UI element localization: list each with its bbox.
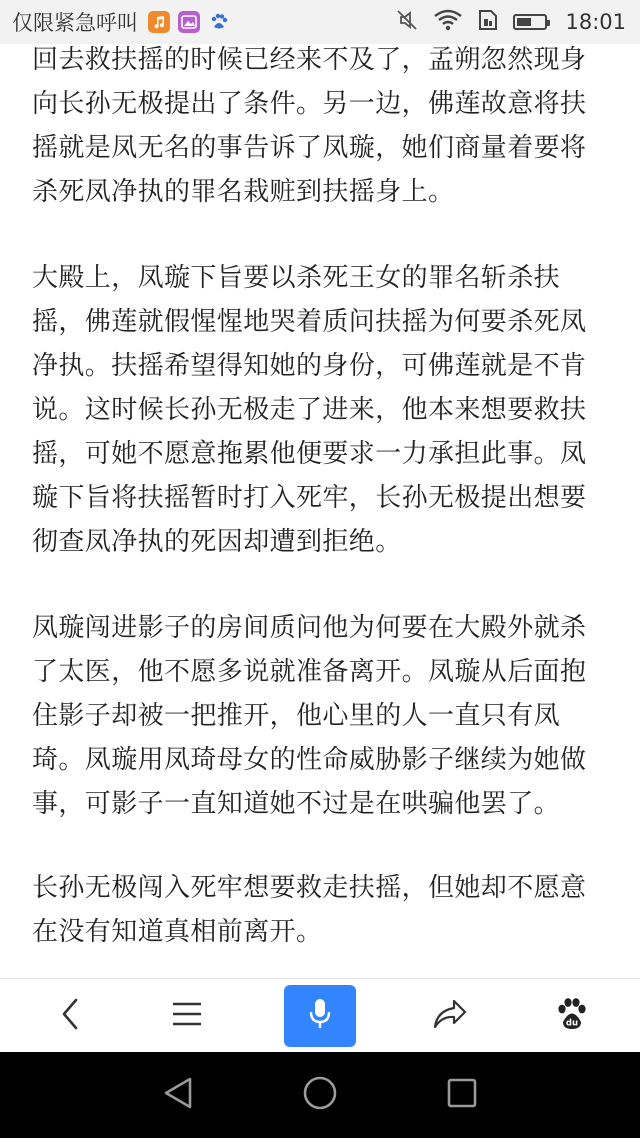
baidu-logo-text: du — [565, 1018, 579, 1029]
back-icon — [56, 996, 86, 1036]
nav-recents-button[interactable] — [417, 1052, 507, 1138]
carrier-text: 仅限紧急呼叫 — [12, 11, 138, 35]
baidu-home-button[interactable] — [532, 979, 612, 1053]
article-content — [0, 44, 640, 978]
music-app-icon — [148, 11, 170, 33]
baidu-paw-icon — [555, 997, 589, 1035]
system-navigation-bar — [0, 1052, 640, 1138]
gallery-app-icon — [178, 11, 200, 33]
battery-icon — [513, 14, 547, 30]
article-paragraph: 回去救扶摇的时候已经来不及了，孟朔忽然现身向长孙无极提出了条件。另一边，佛莲故意将扶摇就是凤无名的事告诉了凤璇，她们商量着要将杀死凤净执的罪名栽赃到扶摇身上。 — [32, 45, 587, 207]
mute-icon — [395, 8, 419, 36]
article-paragraph: 大殿上，凤璇下旨要以杀死王女的罪名斩杀扶摇，佛莲就假惺惺地哭着质问扶摇为何要杀死凤净执。扶摇希望得知她的身份，可佛莲就是不肯说。这时候长孙无极走了进来，他本来想要救扶摇，可她不愿意拖累他便要求一力承担此事。凤璇下旨将扶摇暂时打入死牢，长孙无极提出想要彻查凤净执的死因却遭到拒绝。 — [32, 263, 587, 557]
article-paragraph: 长孙无极闯入死牢想要救走扶摇，但她却不愿意在没有知道真相前离开。 — [32, 873, 587, 947]
sim-data-icon — [477, 8, 499, 36]
nav-home-button[interactable] — [275, 1052, 365, 1138]
clock: 18:01 — [565, 10, 626, 34]
menu-icon — [171, 999, 203, 1033]
nav-recents-icon — [446, 1077, 478, 1113]
browser-toolbar — [0, 978, 640, 1052]
notification-app-icons — [148, 11, 230, 33]
article-paragraph: 凤璇闯进影子的房间质问他为何要在大殿外就杀了太医，他不愿多说就准备离开。凤璇从后面抱住影子却被一把推开，他心里的人一直只有凤琦。凤璇用凤琦母女的性命威胁影子继续为她做事，可影子一直知道她不过是在哄骗他罢了。 — [32, 613, 587, 819]
menu-button[interactable] — [147, 979, 227, 1053]
wifi-icon — [433, 9, 463, 35]
share-button[interactable] — [410, 979, 490, 1053]
baidu-paw-icon — [208, 11, 230, 33]
share-icon — [432, 998, 468, 1034]
nav-back-button[interactable] — [133, 1052, 223, 1138]
nav-back-icon — [161, 1075, 195, 1115]
nav-home-icon — [302, 1075, 338, 1115]
voice-search-button[interactable] — [284, 985, 356, 1047]
back-button[interactable] — [31, 979, 111, 1053]
microphone-icon — [307, 997, 333, 1035]
status-bar — [0, 0, 640, 44]
